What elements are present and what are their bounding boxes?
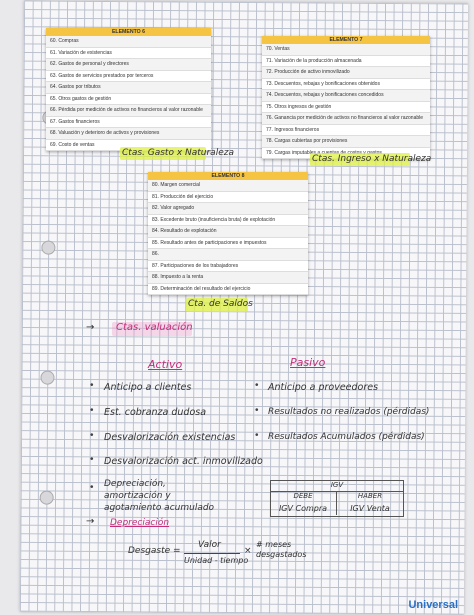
depreciacion-label: Depreciación bbox=[110, 518, 169, 528]
heading-ctas-gastos: Ctas. Gasto x Naturaleza bbox=[122, 148, 234, 158]
bullet: • bbox=[255, 430, 259, 441]
fraction-bar bbox=[184, 553, 240, 554]
list-item: 65. Otros gastos de gestión bbox=[46, 94, 211, 106]
activo-item: Est. cobranza dudosa bbox=[104, 407, 206, 418]
list-item: 70. Ventas bbox=[262, 44, 430, 56]
element6-title: ELEMENTO 6 bbox=[46, 28, 211, 36]
list-item: 81. Producción del ejercicio bbox=[148, 192, 308, 204]
brand-logo: Universal bbox=[408, 599, 458, 611]
bullet: • bbox=[90, 405, 94, 416]
times-sign: × bbox=[244, 546, 252, 556]
arrow-icon: → bbox=[86, 516, 94, 527]
activo-heading: Activo bbox=[148, 358, 182, 371]
activo-item: Anticipo a clientes bbox=[104, 382, 191, 393]
bullet: • bbox=[255, 380, 259, 391]
activo-item: Depreciación, amortización y agotamiento acumulado bbox=[104, 478, 224, 514]
formula-denominator: Unidad - tiempo bbox=[184, 556, 248, 565]
igv-col1: DEBE bbox=[270, 492, 336, 500]
element8-title: ELEMENTO 8 bbox=[148, 172, 308, 180]
list-item: 76. Ganancia por medición de activos no financieros al valor razonable bbox=[262, 113, 430, 125]
list-item: 83. Excedente bruto (insuficiencia bruta) de explotación bbox=[148, 215, 308, 227]
list-item: 73. Descuentos, rebajas y bonificaciones obtenidos bbox=[262, 79, 430, 91]
formula-numerator: Valor bbox=[198, 540, 221, 550]
bullet: • bbox=[90, 380, 94, 391]
list-item: 74. Descuentos, rebajas y bonificaciones concedidos bbox=[262, 90, 430, 102]
list-item: 84. Resultado de explotación bbox=[148, 226, 308, 238]
list-item: 71. Variación de la producción almacenada bbox=[262, 56, 430, 68]
igv-header: IGV bbox=[270, 481, 404, 489]
arrow-icon: → bbox=[86, 322, 94, 333]
list-item: 60. Compras bbox=[46, 36, 211, 48]
heading-ctas-saldos: Cta. de Saldos bbox=[188, 299, 253, 309]
activo-item: Desvalorización existencias bbox=[104, 432, 235, 443]
formula-lhs: Desgaste = bbox=[128, 546, 181, 556]
list-item: 87. Participaciones de los trabajadores bbox=[148, 261, 308, 273]
pasivo-item: Resultados no realizados (pérdidas) bbox=[268, 407, 429, 417]
element7-table bbox=[262, 36, 430, 159]
list-item: 79. Cargas imputables bbox=[262, 148, 430, 160]
bullet: • bbox=[90, 454, 94, 465]
list-item: 86. bbox=[148, 249, 308, 261]
list-item: 66. Pérdida por medición de activos no financieros al valor razonable bbox=[46, 105, 211, 117]
formula-rhs: # meses desgastados bbox=[256, 540, 326, 560]
activo-item: Desvalorización act. inmovilizado bbox=[104, 456, 263, 467]
heading-ctas-valuacion: Ctas. valuación bbox=[116, 322, 193, 333]
binder-hole bbox=[40, 371, 54, 385]
igv-col2: HABER bbox=[337, 492, 403, 500]
igv-cell1: IGV Compra bbox=[270, 504, 336, 513]
list-item: 67. Gastos financieros bbox=[46, 117, 211, 129]
element8-table bbox=[148, 172, 308, 295]
list-item: 89. Determinación del resultado del ejercicio bbox=[148, 284, 308, 296]
bullet: • bbox=[255, 405, 259, 416]
list-item: 85. Resultado antes de participaciones e impuestos bbox=[148, 238, 308, 250]
list-item: 77. Ingresos financieros bbox=[262, 125, 430, 137]
list-item: 80. Margen comercial bbox=[148, 180, 308, 192]
list-item: 64. Gastos por tributos bbox=[46, 82, 211, 94]
pasivo-item: Resultados Acumulados (pérdidas) bbox=[268, 432, 425, 442]
list-item: 82. Valor agregado bbox=[148, 203, 308, 215]
heading-ctas-ingresos: Ctas. Ingreso x Naturaleza bbox=[312, 154, 431, 164]
pasivo-item: Anticipo a proveedores bbox=[268, 382, 378, 393]
list-item: 78. Cargas cubiertas por provisiones bbox=[262, 136, 430, 148]
bullet: • bbox=[90, 430, 94, 441]
list-item: 88. Impuesto a la renta bbox=[148, 272, 308, 284]
list-item: 75. Otros ingresos de gestión bbox=[262, 102, 430, 114]
list-item: 63. Gastos de servicios prestados por terceros bbox=[46, 71, 211, 83]
element7-title: ELEMENTO 7 bbox=[262, 36, 430, 44]
binder-hole bbox=[41, 241, 55, 255]
list-item: 72. Producción de activo inmovilizado bbox=[262, 67, 430, 79]
igv-cell2: IGV Venta bbox=[337, 504, 403, 513]
list-item: 69. Costo de ventas bbox=[46, 140, 211, 152]
binder-hole bbox=[40, 491, 54, 505]
element6-table bbox=[46, 28, 211, 151]
list-item: 62. Gastos de personal y directores bbox=[46, 59, 211, 71]
bullet: • bbox=[90, 482, 94, 493]
list-item: 61. Variación de existencias bbox=[46, 48, 211, 60]
pasivo-heading: Pasivo bbox=[290, 356, 325, 369]
list-item: 68. Valuación y deterioro de activos y provisiones bbox=[46, 128, 211, 140]
